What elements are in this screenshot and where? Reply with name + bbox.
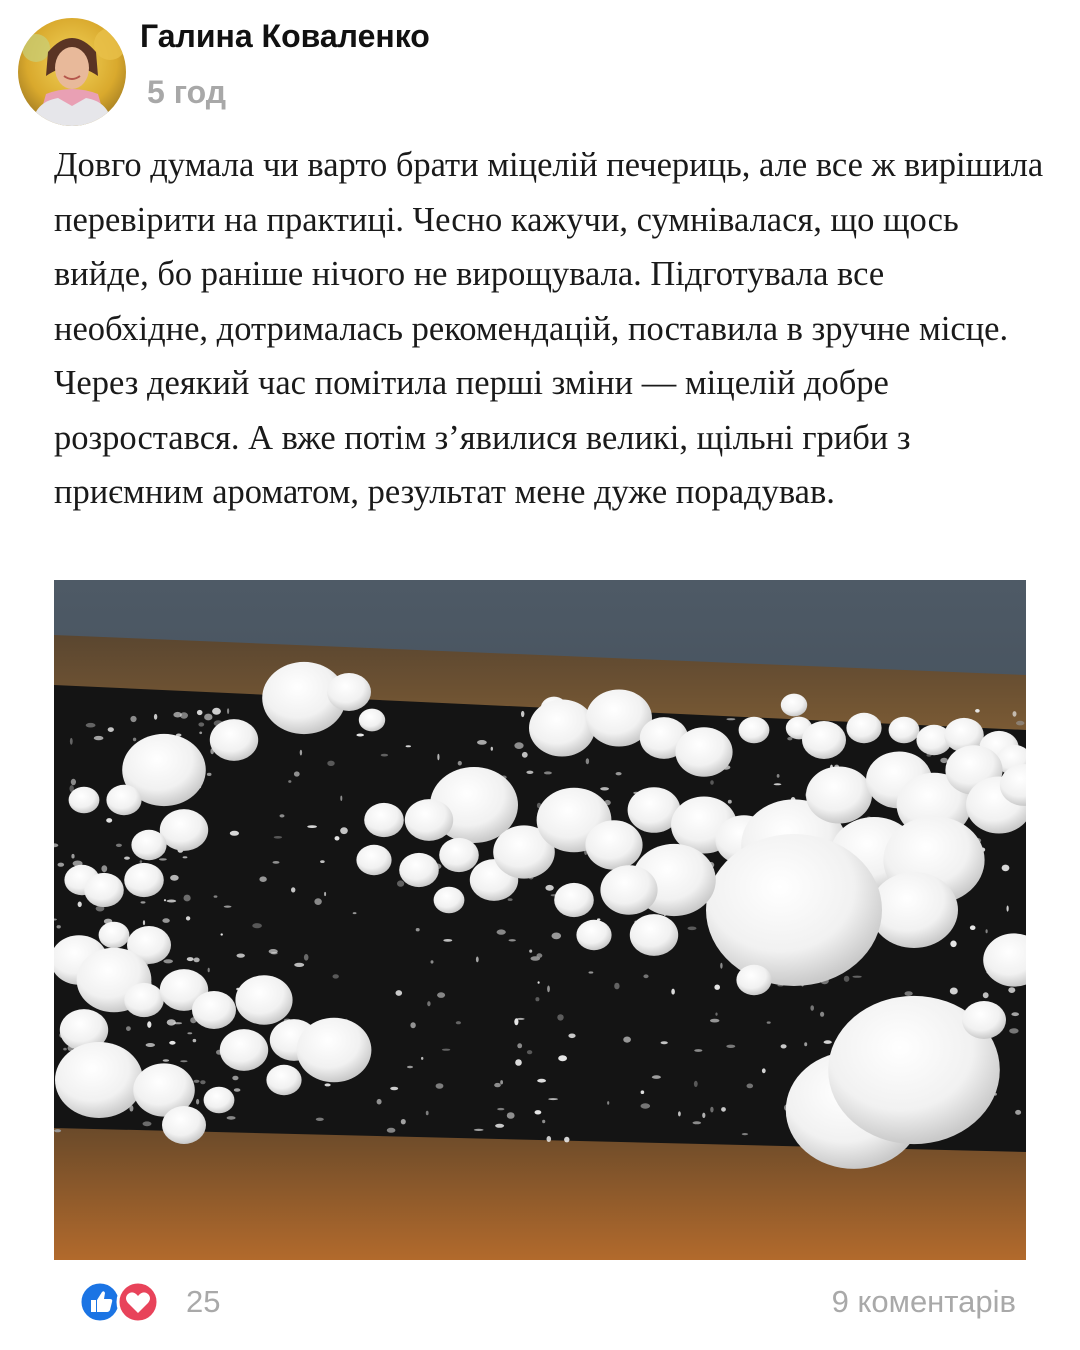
author-name[interactable]: Галина Коваленко (140, 18, 430, 54)
post-timestamp[interactable]: 5 год (147, 74, 227, 110)
post-text: Довго думала чи варто брати міцелій печериць, але все ж вирішила перевірити на практиці. Чесно кажучи, сумнівалася, що щось вийде, бо раніше нічого не вирощувала. Підготувала все необхідне, дотрималась рекомендацій, поставила в зручне місце. Через деякий час помітила перші зміни — міцелій добре розростався. А вже потім з’явилися великі, щільні гриби з приємним ароматом, результат мене дуже порадував. (54, 146, 1044, 511)
mushroom-photo-icon (54, 580, 1026, 1260)
reaction-count[interactable]: 25 (186, 1284, 221, 1319)
comments-link[interactable]: 9 коментарів (831, 1284, 1016, 1319)
post-photo[interactable] (54, 580, 1026, 1260)
author-avatar[interactable] (18, 18, 126, 126)
like-icon (80, 1282, 120, 1322)
love-icon (118, 1282, 158, 1322)
avatar-photo-icon (18, 18, 126, 126)
reactions[interactable] (78, 1280, 162, 1324)
